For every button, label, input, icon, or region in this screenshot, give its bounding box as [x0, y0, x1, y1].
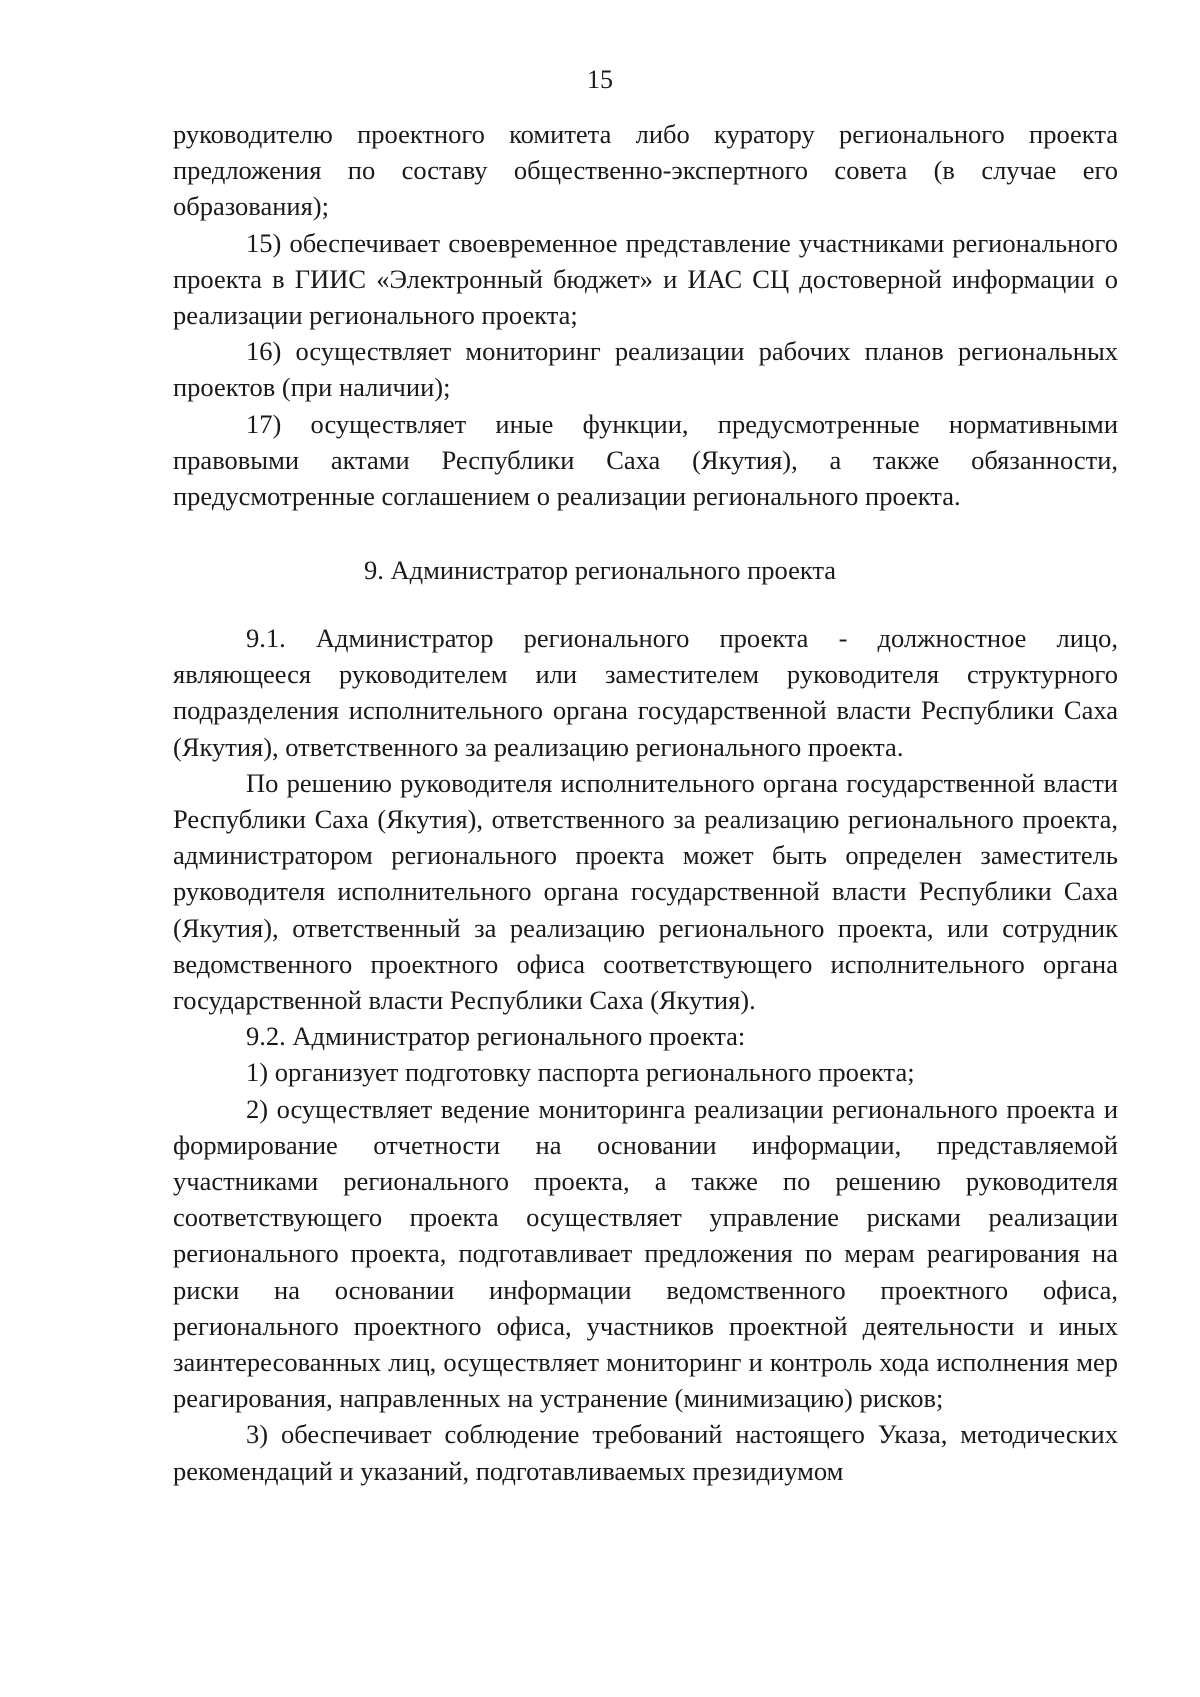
paragraph-item-16: 16) осуществляет мониторинг реализации рабочих планов региональных проектов (при наличии);	[173, 336, 1118, 403]
section-9-body	[173, 620, 1118, 1489]
section-heading: 9. Администратор регионального проекта	[363, 555, 837, 585]
page-number: 15	[587, 65, 613, 94]
paragraph-item-3: 3) обеспечивает соблюдение требований настоящего Указа, методических рекомендаций и указаний, подготавливаемых президиумом	[173, 1419, 1118, 1486]
paragraph-9-1: 9.1. Администратор регионального проекта - должностное лицо, являющееся руководителем или заместителем руководителя структурного подразделения исполнительного органа государственной власти Республики Саха (Якутия), ответственного за реализацию регионального проекта.	[173, 623, 1118, 762]
paragraph-9-2: 9.2. Администратор регионального проекта:	[246, 1021, 746, 1052]
paragraph-item-2: 2) осуществляет ведение мониторинга реализации регионального проекта и формирование отчетности на основании информации, представляемой участниками регионального проекта, а также по решению руководителя соответствующего проекта осуществляет управление рисками реализации регионального проекта, подготавливает предложения по мерам реагирования на риски на основании информации ведомственного проектного офиса, регионального проектного офиса, участников проектной деятельности и иных заинтересованных лиц, осуществляет мониторинг и контроль хода исполнения мер реагирования, направленных на устранение (минимизацию) рисков;	[173, 1093, 1118, 1414]
paragraph-item-17: 17) осуществляет иные функции, предусмотренные нормативными правовыми актами Республики Саха (Якутия), а также обязанности, предусмотренные соглашением о реализации регионального проекта.	[173, 408, 1118, 512]
paragraph-decision: По решению руководителя исполнительного органа государственной власти Республики Саха (Якутия), ответственного за реализацию регионального проекта, администратором регионального проекта может быть определен заместитель руководителя исполнительного органа государственной власти Республики Саха (Якутия), ответственный за реализацию регионального проекта, или сотрудник ведомственного проектного офиса соответствующего исполнительного органа государственной власти Республики Саха (Якутия).	[173, 767, 1118, 1016]
paragraph-item-1: 1) организует подготовку паспорта регионального проекта;	[246, 1057, 915, 1088]
paragraph-continuation: руководителю проектного комитета либо куратору регионального проекта предложения по составу общественно-экспертного совета (в случае его образования);	[173, 119, 1118, 222]
paragraph-item-15: 15) обеспечивает своевременное представление участниками регионального проекта в ГИИС «Электронный бюджет» и ИАС СЦ достоверной информации о реализации регионального проекта;	[173, 227, 1118, 331]
section-8-continuation	[173, 116, 1118, 514]
